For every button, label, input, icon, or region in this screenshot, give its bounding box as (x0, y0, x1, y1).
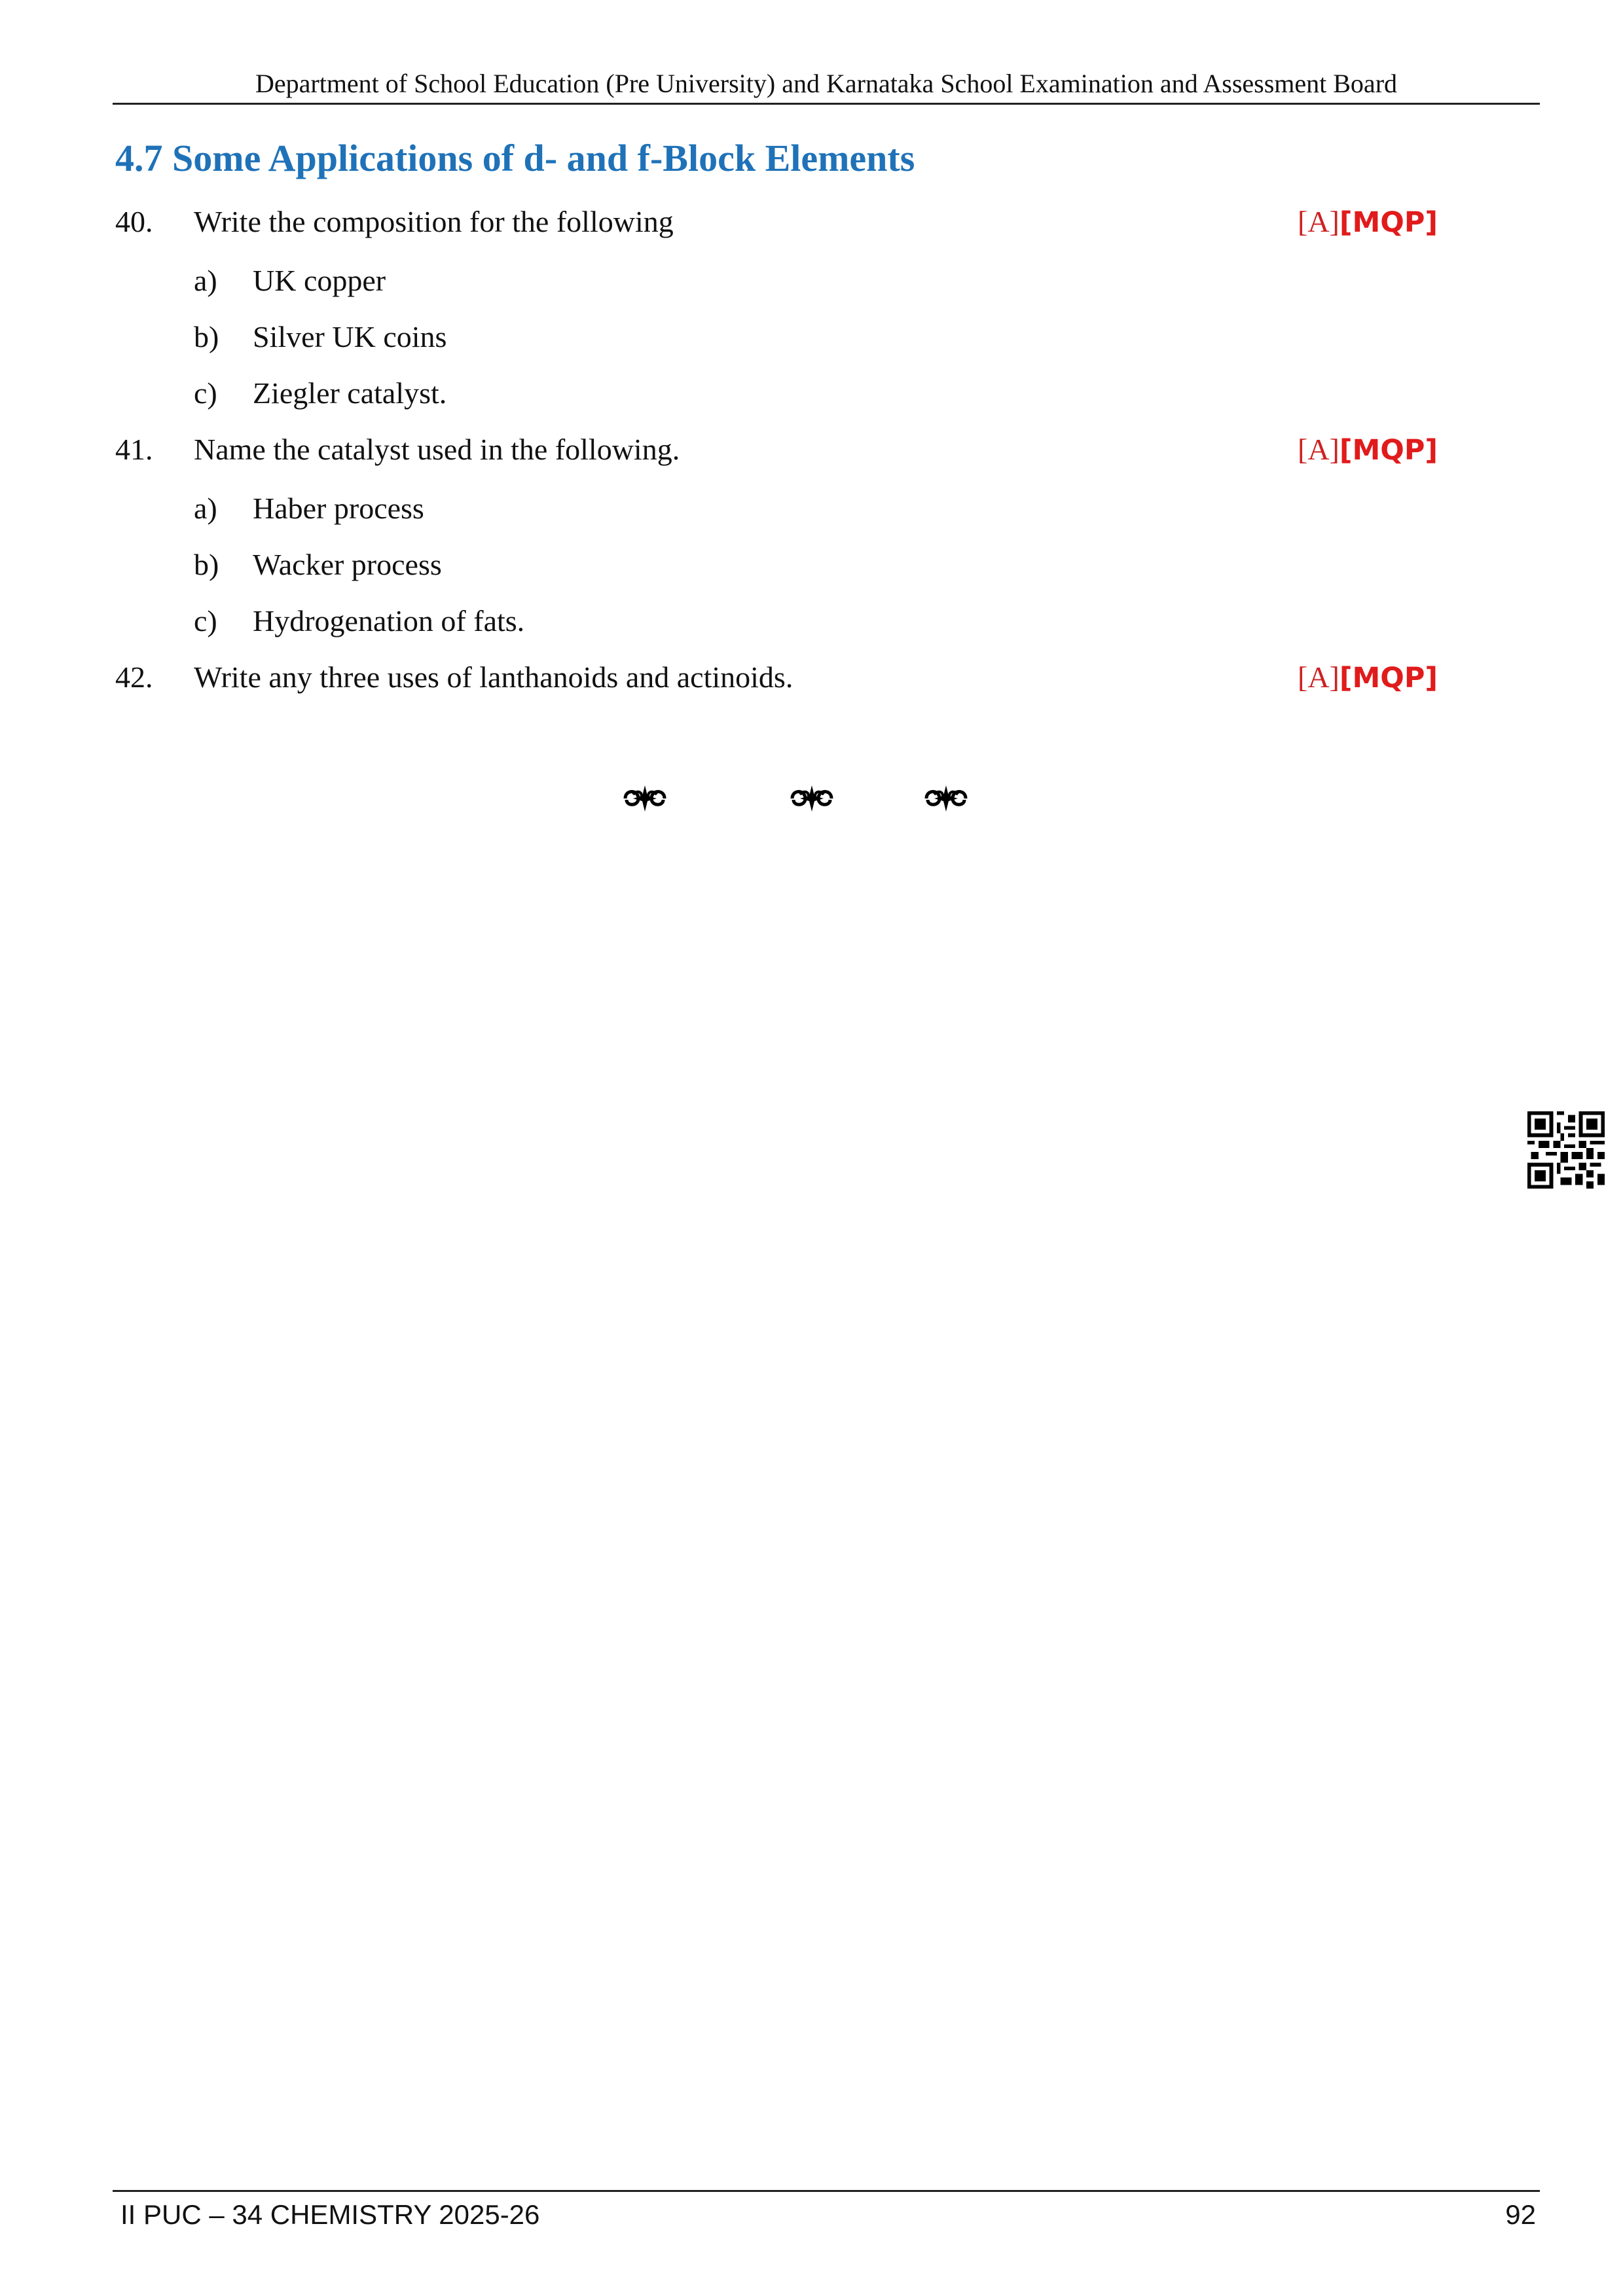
tag-level: [A] (1298, 433, 1340, 466)
tag-mqp: [MQP] (1339, 206, 1438, 239)
ornament-icon (792, 785, 831, 812)
question-41-tag (1298, 432, 1438, 467)
sub-text: Silver UK coins (253, 320, 447, 353)
header-rule (113, 103, 1540, 105)
question-number: 41. (115, 433, 153, 466)
sub-letter: c) (194, 376, 217, 410)
question-number: 40. (115, 205, 153, 238)
ornament-divider (0, 779, 1623, 818)
sub-letter: b) (194, 320, 219, 353)
sub-text: UK copper (253, 264, 386, 297)
sub-letter: a) (194, 492, 217, 525)
question-number: 42. (115, 660, 153, 694)
sub-text: Wacker process (253, 548, 442, 581)
question-text: Write any three uses of lanthanoids and actinoids. (194, 660, 793, 694)
section-title: 4.7 Some Applications of d- and f-Block Elements (115, 137, 915, 179)
question-text: Name the catalyst used in the following. (194, 433, 680, 466)
tag-level: [A] (1298, 205, 1340, 238)
footer-course-label: II PUC – 34 CHEMISTRY 2025-26 (120, 2199, 540, 2230)
ornament-icon (926, 785, 966, 812)
question-text: Write the composition for the following (194, 205, 674, 238)
sub-letter: b) (194, 548, 219, 581)
tag-mqp: [MQP] (1339, 662, 1438, 694)
tag-mqp: [MQP] (1339, 434, 1438, 467)
question-40-tag (1298, 204, 1438, 239)
qr-code-icon[interactable] (1527, 1111, 1605, 1189)
page-header: Department of School Education (Pre University) and Karnataka School Examination and Assessment Board (255, 69, 1398, 98)
sub-text: Haber process (253, 492, 424, 525)
question-42-tag (1298, 660, 1438, 694)
sub-text: Hydrogenation of fats. (253, 604, 525, 637)
tag-level: [A] (1298, 660, 1340, 694)
footer-rule (113, 2190, 1540, 2192)
ornament-icon (625, 785, 665, 812)
sub-text: Ziegler catalyst. (253, 376, 447, 410)
sub-letter: a) (194, 264, 217, 297)
sub-letter: c) (194, 604, 217, 637)
page-number: 92 (1505, 2199, 1536, 2230)
